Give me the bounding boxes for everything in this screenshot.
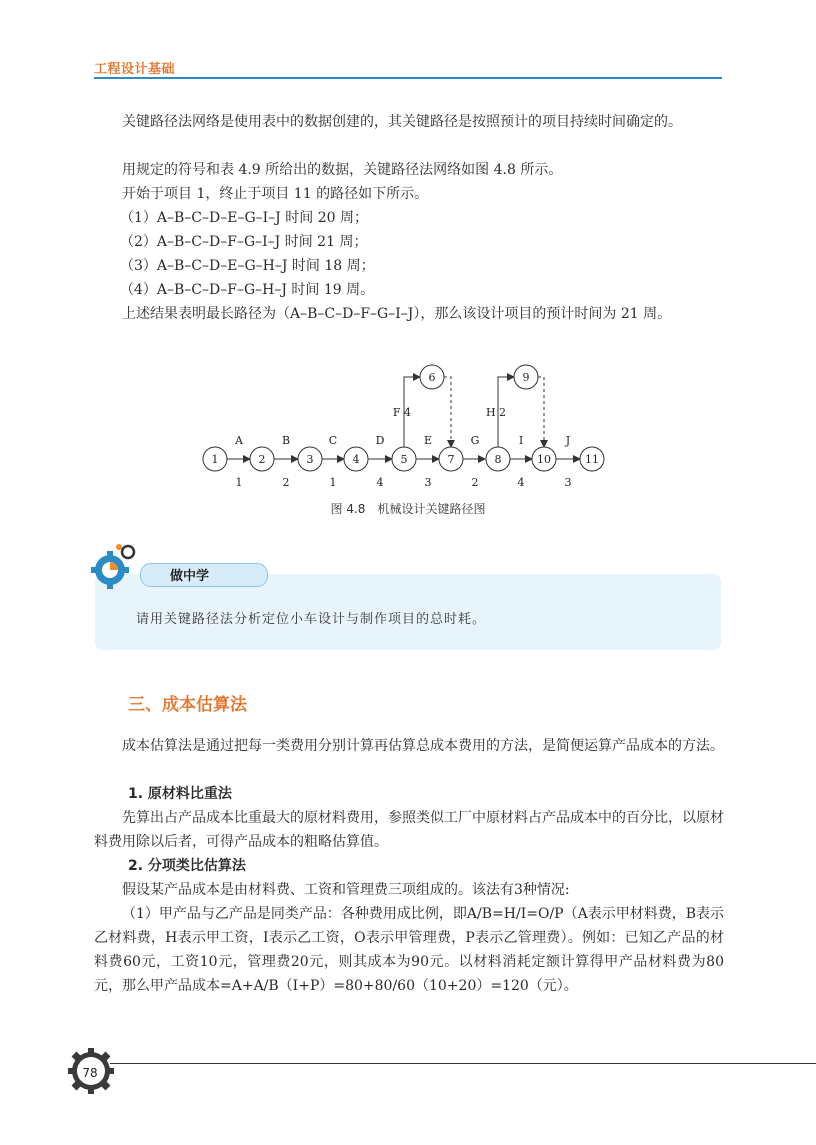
duration-label: 4 [376, 476, 384, 489]
paragraph-1: 关键路径法网络是使用表中的数据创建的，其关键路径是按照预计的项目持续时间确定的。 [122, 114, 682, 130]
footer-rule [110, 1063, 816, 1064]
svg-text:2: 2 [258, 453, 266, 466]
page-number: 78 [82, 1066, 98, 1080]
svg-text:9: 9 [522, 371, 530, 384]
figure-caption: 图 4.8 机械设计关键路径图 [330, 502, 486, 516]
duration-label: 2 [471, 476, 479, 489]
svg-text:6: 6 [428, 371, 436, 384]
network-node [532, 447, 556, 471]
activity-label: I [518, 434, 524, 447]
activity-label: D [375, 434, 385, 447]
duration-label: 1 [329, 476, 337, 489]
duration-label: 1 [235, 476, 243, 489]
path-item: （1）A–B–C–D–E–G–I–J 时间 20 周； [120, 210, 368, 226]
activity-label: B [281, 434, 291, 447]
activity-label: G [470, 434, 480, 447]
running-header: 工程设计基础 [94, 62, 176, 77]
network-node [420, 365, 444, 389]
svg-text:4: 4 [352, 453, 360, 466]
network-node [298, 447, 322, 471]
paragraph-3: 开始于项目 1，终止于项目 11 的路径如下所示。 [122, 186, 429, 202]
subheading-1: 1. 原材料比重法 [128, 786, 232, 802]
branch-label-h: H 2 [485, 406, 507, 419]
path-item: （4）A–B–C–D–F–G–H–J 时间 19 周。 [120, 282, 375, 298]
network-node [580, 447, 604, 471]
paragraph-2: 用规定的符号和表 4.9 所给出的数据，关键路径法网络如图 4.8 所示。 [122, 162, 563, 178]
subheading-2-text: 假设某产品成本是由材料费、工资和管理费三项组成的。该法有3种情况: [122, 882, 570, 898]
svg-text:7: 7 [447, 453, 455, 466]
branch-label-f: F 4 [392, 406, 412, 419]
path-item: （2）A–B–C–D–F–G–I–J 时间 21 周； [120, 234, 368, 250]
case-1-text: （1）甲产品与乙产品是同类产品：各种费用成比例，即A/B=H/I=O/P（A表示甲材料费，B表示乙材料费，H表示甲工资，I表示乙工资，O表示甲管理费，P表示乙管理费）。例如：已知乙产品的材料费60元，工资10元，管理费20元，则其成本为90元。以材料消耗定额计算得甲产品材料费为80元，那么甲产品成本=A+A/B（I+P）=80+80/60（10+20）=120（元）。 [94, 906, 724, 994]
duration-label: 3 [564, 476, 572, 489]
gear-icon [90, 542, 140, 590]
network-node [514, 365, 538, 389]
network-node [486, 447, 510, 471]
section-intro: 成本估算法是通过把每一类费用分别计算再估算总成本费用的方法，是简便运算产品成本的方法。 [122, 738, 724, 754]
activity-label: A [235, 434, 243, 447]
activity-label: C [328, 434, 338, 447]
section-title: 三、成本估算法 [128, 695, 247, 715]
duration-label: 3 [424, 476, 432, 489]
subheading-2: 2. 分项类比估算法 [128, 858, 246, 874]
svg-text:3: 3 [306, 453, 314, 466]
header-rule [94, 77, 722, 79]
paragraph-4: 上述结果表明最长路径为（A–B–C–D–F–G–I–J），那么该设计项目的预计时间为 21 周。 [122, 306, 672, 322]
duration-label: 2 [282, 476, 290, 489]
callout-text: 请用关键路径法分析定位小车设计与制作项目的总时耗。 [136, 612, 487, 627]
duration-label: 4 [517, 476, 525, 489]
network-node [250, 447, 274, 471]
svg-text:8: 8 [494, 453, 502, 466]
subheading-1-text: 先算出占产品成本比重最大的原材料费用，参照类似工厂中原材料占产品成本中的百分比，以原材料费用除以后者，可得产品成本的粗略估算值。 [94, 810, 724, 850]
path-item: （3）A–B–C–D–E–G–H–J 时间 18 周； [120, 258, 375, 274]
svg-text:10: 10 [537, 453, 551, 466]
activity-label: J [565, 434, 571, 447]
network-node [392, 447, 416, 471]
activity-label: E [423, 434, 433, 447]
network-node [439, 447, 463, 471]
svg-text:5: 5 [400, 453, 408, 466]
critical-path-network [180, 360, 610, 490]
callout-label: 做中学 [170, 569, 210, 584]
network-node [344, 447, 368, 471]
svg-text:1: 1 [211, 453, 219, 466]
svg-text:11: 11 [585, 453, 599, 466]
network-node [203, 447, 227, 471]
